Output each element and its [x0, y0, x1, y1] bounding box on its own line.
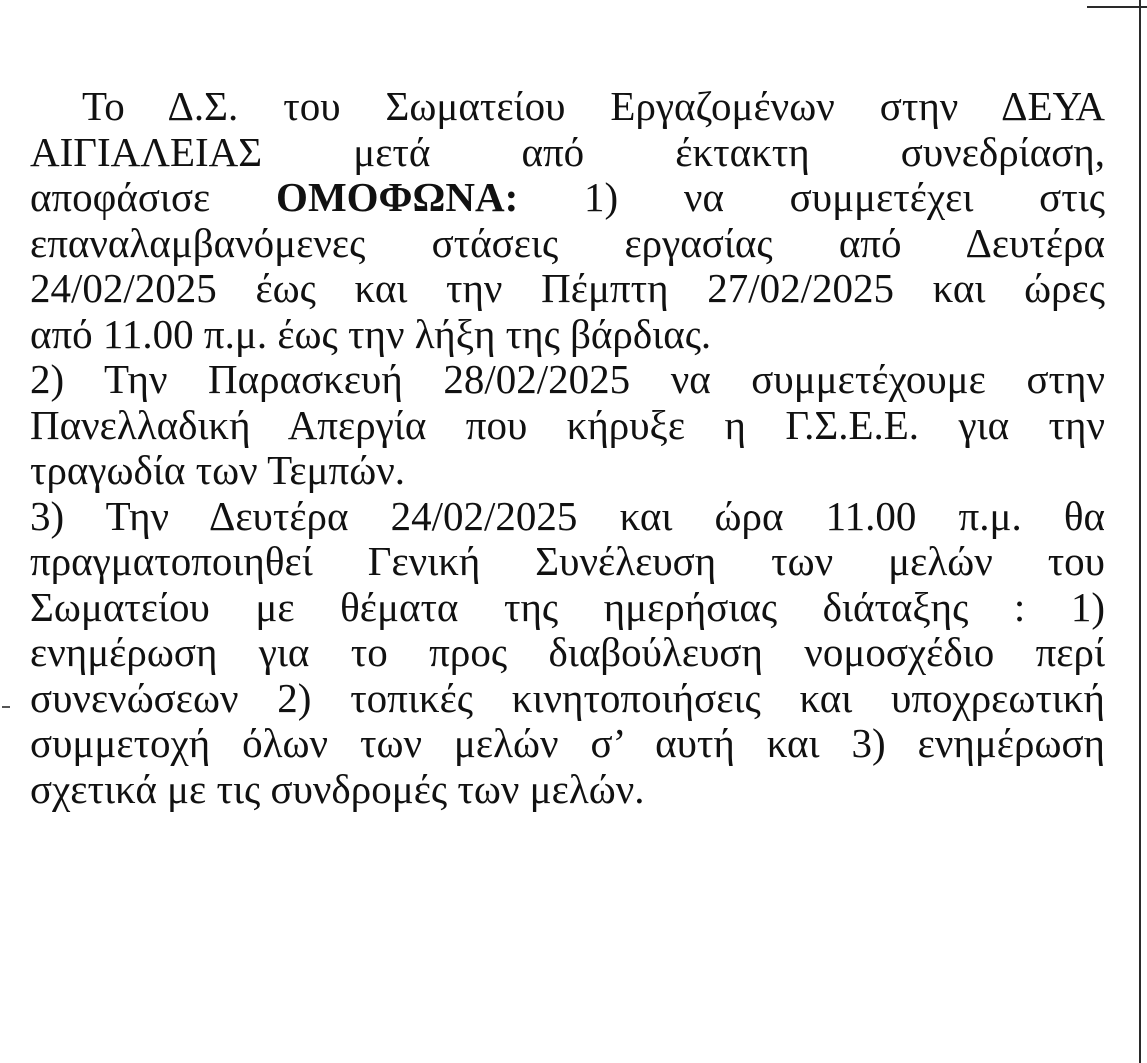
text-line: 24/02/2025 έως και την Πέμπτη 27/02/2025 και ώρες — [30, 266, 1105, 311]
text-line: Το Δ.Σ. του Σωματείου Εργαζομένων στην ΔΕΥΑ — [82, 84, 1105, 129]
text-line: πραγματοποιηθεί Γενική Συνέλευση των μελών του — [30, 539, 1105, 584]
announcement-text — [30, 84, 1105, 812]
text-line — [30, 175, 1105, 221]
text-line: Πανελλαδική Απεργία που κήρυξε η Γ.Σ.Ε.Ε. για την — [30, 402, 1105, 448]
text-line: τραγωδία των Τεμπών. — [30, 448, 406, 493]
text-line: 2) Την Παρασκευή 28/02/2025 να συμμετέχουμε στην — [30, 357, 1105, 402]
text-line: ΑΙΓΙΑΛΕΙΑΣ μετά από έκτακτη συνεδρίαση, — [30, 129, 1105, 175]
text-line: Σωματείου με θέματα της ημερήσιας διάταξης : 1) — [30, 584, 1105, 630]
unanimous-emphasis: ΟΜΟΦΩΝΑ: — [276, 175, 519, 220]
text-line: από 11.00 π.μ. έως την λήξη της βάρδιας. — [30, 311, 712, 357]
border-line-right — [1139, 0, 1141, 1063]
text-span: 1) να συμμετέχει στις — [518, 175, 1105, 220]
text-line: 3) Την Δευτέρα 24/02/2025 και ώρα 11.00 π.μ. θα — [30, 493, 1105, 539]
text-line: ενημέρωση για το προς διαβούλευση νομοσχέδιο περί — [30, 630, 1105, 675]
text-line: επαναλαμβανόμενες στάσεις εργασίας από Δευτέρα — [30, 220, 1105, 266]
text-span: αποφάσισε — [30, 175, 277, 220]
scan-mark — [2, 706, 10, 708]
text-line: συνενώσεων 2) τοπικές κινητοποιήσεις και υποχρεωτική — [30, 675, 1105, 721]
border-line-top — [1087, 6, 1147, 8]
text-line: συμμετοχή όλων των μελών σ’ αυτή και 3) ενημέρωση — [30, 721, 1105, 766]
text-line: σχετικά με τις συνδρομές των μελών. — [30, 766, 645, 812]
